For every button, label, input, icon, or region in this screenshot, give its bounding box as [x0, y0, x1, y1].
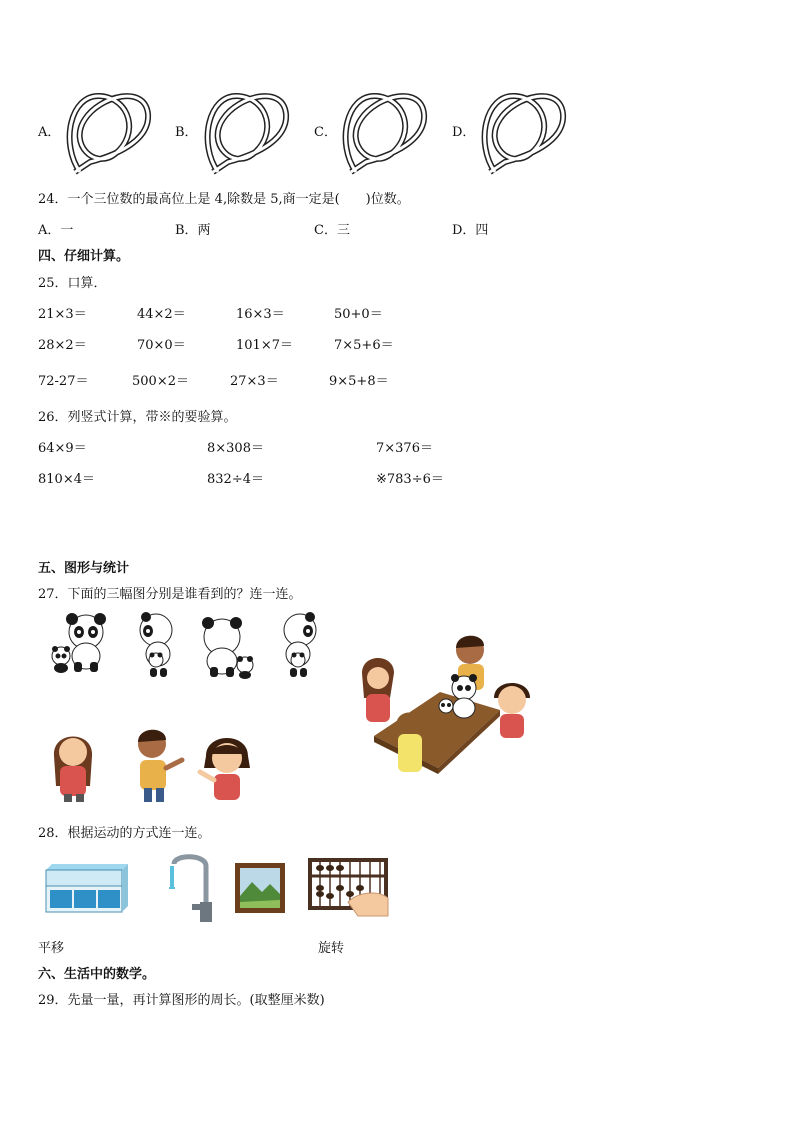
q25-item: 101×7＝: [236, 338, 293, 353]
knot-figure-c: [336, 84, 430, 176]
q26-item: 64×9＝: [38, 441, 87, 456]
q24-option-c: C．三: [314, 223, 350, 238]
girl-long-hair-image: [46, 726, 102, 802]
q26-item: 832÷4＝: [207, 472, 264, 487]
panda-front-view-image: [48, 612, 114, 674]
q25-item: 72-27＝: [38, 374, 89, 389]
q25-item: 21×3＝: [38, 307, 87, 322]
translation-label: 平移: [38, 941, 65, 956]
q23-option-c-label: C．: [314, 125, 337, 140]
q25-item: 16×3＝: [236, 307, 285, 322]
q25-item: 28×2＝: [38, 338, 87, 353]
boy-pointing-image: [128, 726, 186, 802]
water-faucet-image: [166, 852, 214, 924]
q28-title: 28．根据运动的方式连一连。: [38, 826, 211, 841]
q25-title: 25．口算．: [38, 276, 107, 291]
q24-option-d: D．四: [452, 223, 489, 238]
q25-item: 27×3＝: [230, 374, 279, 389]
q26-item: 8×308＝: [207, 441, 264, 456]
panda-back-view-image: [198, 617, 256, 679]
panda-other-side-view-image: [278, 612, 322, 678]
q24-question: 24．一个三位数的最高位上是 4,除数是 5,商一定是( )位数。: [38, 192, 410, 207]
q25-item: 70×0＝: [137, 338, 186, 353]
q26-title: 26．列竖式计算，带※的要验算。: [38, 410, 237, 425]
q24-option-b: B．两: [175, 223, 211, 238]
kids-around-table-scene-image: [350, 628, 540, 774]
q27-title: 27．下面的三幅图分别是谁看到的？连一连。: [38, 587, 302, 602]
q23-option-d-label: D．: [452, 125, 476, 140]
knot-figure-d: [475, 84, 569, 176]
q26-item: 7×376＝: [376, 441, 433, 456]
girl-short-hair-image: [196, 732, 256, 802]
sliding-window-cabinet-image: [42, 862, 130, 914]
framed-landscape-picture-image: [234, 862, 286, 914]
section-5-heading: 五、图形与统计: [38, 561, 130, 576]
q24-option-a: A．一: [38, 223, 74, 238]
section-4-heading: 四、仔细计算。: [38, 249, 130, 264]
abacus-image: [308, 858, 390, 918]
knot-figure-a: [60, 84, 154, 176]
q25-item: 500×2＝: [132, 374, 189, 389]
q25-item: 50+0＝: [334, 307, 383, 322]
q25-item: 7×5+6＝: [334, 338, 394, 353]
q23-option-b-label: B．: [175, 125, 198, 140]
q29-title: 29．先量一量，再计算图形的周长。(取整厘米数): [38, 993, 325, 1008]
q25-item: 9×5+8＝: [329, 374, 389, 389]
section-6-heading: 六、生活中的数学。: [38, 967, 156, 982]
q23-option-a-label: A．: [38, 125, 61, 140]
q25-item: 44×2＝: [137, 307, 186, 322]
panda-side-view-image: [134, 612, 180, 678]
q26-item: 810×4＝: [38, 472, 95, 487]
knot-figure-b: [198, 84, 292, 176]
q26-item: ※783÷6＝: [376, 472, 444, 487]
rotation-label: 旋转: [318, 941, 345, 956]
